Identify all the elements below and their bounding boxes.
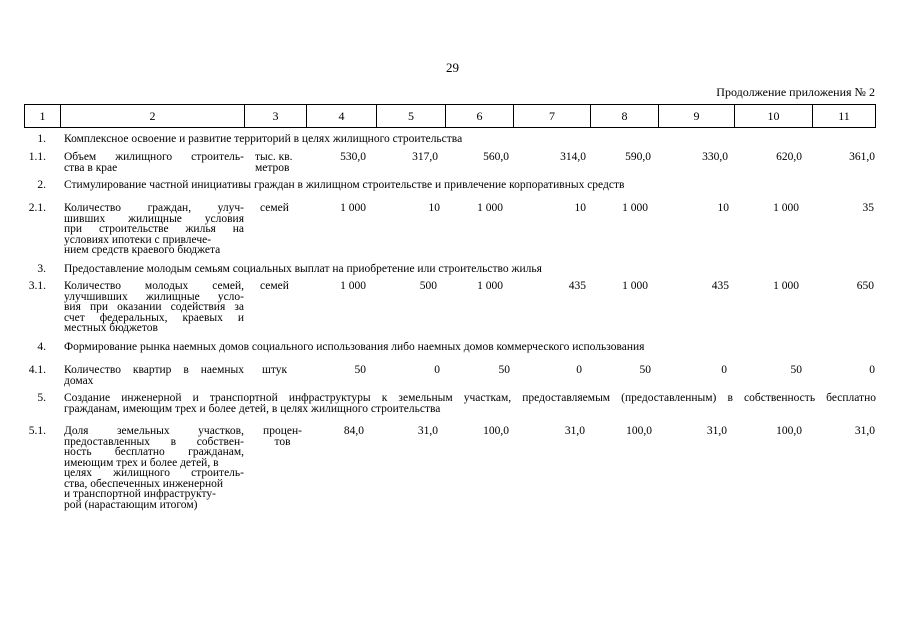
- indicator-value: 50: [354, 364, 366, 376]
- continuation-label: Продолжение приложения № 2: [716, 85, 875, 99]
- indicator-value: 35: [862, 202, 874, 214]
- indicator-value: 314,0: [560, 151, 586, 163]
- indicator-value: 50: [498, 364, 510, 376]
- section-number: 4.: [37, 341, 46, 353]
- section-title: Создание инженерной и транспортной инфраструктуры к земельным участкам, предоставляемым (предоставленным) в собственность бесплатно гражданам, имеющим трех и более детей, в целях жилищного строительства: [64, 392, 876, 415]
- section-number: 1.: [37, 133, 46, 145]
- header-col-8: 8: [590, 105, 658, 127]
- indicator-number: 4.1.: [28, 364, 46, 376]
- header-col-4: 4: [306, 105, 376, 127]
- indicator-value: 1 000: [773, 280, 799, 292]
- indicator-value: 1 000: [773, 202, 799, 214]
- indicator-value: 31,0: [854, 425, 875, 437]
- indicator-value: 500: [419, 280, 437, 292]
- indicator-number: 2.1.: [28, 202, 46, 214]
- indicator-unit: процен- тов: [263, 425, 302, 448]
- indicator-unit: штук: [262, 364, 288, 376]
- indicator-name: Объем жилищного строитель- ства в крае: [64, 151, 244, 174]
- indicator-value: 0: [576, 364, 582, 376]
- section-number: 5.: [37, 392, 46, 404]
- header-col-1: 1: [39, 109, 46, 123]
- indicator-value: 50: [790, 364, 802, 376]
- indicator-value: 0: [869, 364, 875, 376]
- header-col-5: 5: [376, 105, 445, 127]
- indicator-value: 84,0: [343, 425, 364, 437]
- indicator-value: 100,0: [483, 425, 509, 437]
- indicator-value: 0: [434, 364, 440, 376]
- indicator-unit: семей: [260, 280, 289, 292]
- indicator-value: 100,0: [776, 425, 802, 437]
- indicator-value: 435: [568, 280, 586, 292]
- indicator-unit: тыс. кв. метров: [255, 151, 293, 174]
- header-col-11: 11: [812, 105, 875, 127]
- section-title: Предоставление молодым семьям социальных выплат на приобретение или строительство жилья: [64, 263, 542, 275]
- indicator-value: 1 000: [340, 280, 366, 292]
- indicator-value: 10: [428, 202, 440, 214]
- indicator-name: Доля земельных участков, предоставленных в собствен- ность бесплатно гражданам, имеющим трех и более детей, в целях жилищного строитель- ства, обеспеченных инженерной и транспортной инфраструкту- рой (нарастающим итогом): [64, 425, 244, 511]
- header-col-7: 7: [513, 105, 590, 127]
- section-title: Стимулирование частной инициативы граждан в жилищном строительстве и привлечение корпоративных средств: [64, 179, 625, 191]
- indicator-value: 31,0: [417, 425, 438, 437]
- indicator-value: 0: [721, 364, 727, 376]
- indicator-value: 1 000: [477, 202, 503, 214]
- header-col-10: 10: [734, 105, 812, 127]
- indicator-value: 1 000: [340, 202, 366, 214]
- indicator-value: 530,0: [340, 151, 366, 163]
- section-title: Формирование рынка наемных домов социального использования либо наемных домов коммерческого использования: [64, 341, 645, 353]
- indicator-value: 1 000: [477, 280, 503, 292]
- indicator-number: 1.1.: [28, 151, 46, 163]
- indicator-value: 100,0: [626, 425, 652, 437]
- header-col-9: 9: [658, 105, 734, 127]
- indicator-value: 590,0: [625, 151, 651, 163]
- table-header-row: [24, 104, 876, 128]
- indicator-unit: семей: [260, 202, 289, 214]
- page-number: 29: [446, 60, 459, 75]
- indicator-value: 620,0: [776, 151, 802, 163]
- indicator-name: Количество молодых семей, улучшивших жилищные усло- вия при оказании содействия за счет федеральных, краевых и местных бюджетов: [64, 280, 244, 334]
- header-col-2: 2: [60, 105, 244, 127]
- header-col-6: 6: [445, 105, 513, 127]
- section-number: 3.: [37, 263, 46, 275]
- indicator-value: 31,0: [564, 425, 585, 437]
- indicator-value: 560,0: [483, 151, 509, 163]
- indicator-name: Количество квартир в наемных домах: [64, 364, 244, 387]
- indicator-number: 3.1.: [28, 280, 46, 292]
- indicator-value: 1 000: [622, 280, 648, 292]
- indicator-value: 361,0: [849, 151, 875, 163]
- indicator-number: 5.1.: [28, 425, 46, 437]
- indicator-value: 1 000: [622, 202, 648, 214]
- section-number: 2.: [37, 179, 46, 191]
- indicator-value: 10: [717, 202, 729, 214]
- indicator-name: Количество граждан, улуч- шивших жилищные условия при строительстве жилья на условиях ипотеки с привлече- нием средств краевого бюджета: [64, 202, 244, 256]
- indicator-value: 31,0: [706, 425, 727, 437]
- section-title: Комплексное освоение и развитие территорий в целях жилищного строительства: [64, 133, 463, 145]
- header-col-3: 3: [244, 105, 306, 127]
- indicator-value: 330,0: [702, 151, 728, 163]
- indicator-value: 50: [639, 364, 651, 376]
- indicator-value: 650: [856, 280, 874, 292]
- indicator-value: 435: [711, 280, 729, 292]
- indicator-value: 10: [574, 202, 586, 214]
- indicator-value: 317,0: [412, 151, 438, 163]
